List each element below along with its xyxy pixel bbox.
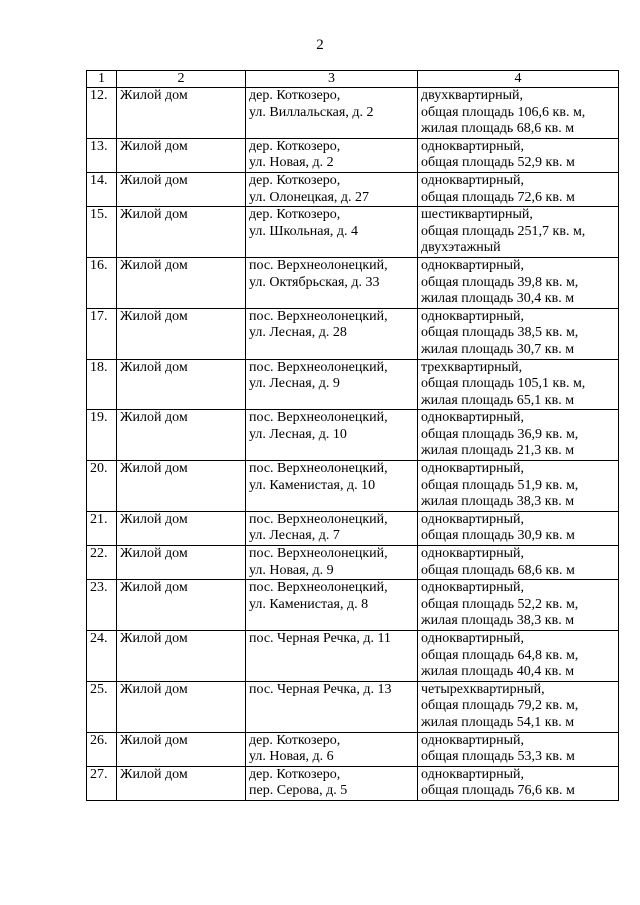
- address-line: ул. Лесная, д. 10: [249, 426, 347, 442]
- building-type: Жилой дом: [117, 546, 246, 580]
- row-number: 12.: [87, 88, 117, 139]
- address-cell: [246, 138, 418, 172]
- row-number: 26.: [87, 732, 117, 766]
- address-line: пос. Верхнеолонецкий,: [249, 410, 388, 426]
- description-line: двухквартирный,: [421, 88, 524, 103]
- row-number: 20.: [87, 461, 117, 512]
- building-type: Жилой дом: [117, 461, 246, 512]
- address-line: ул. Октябрьская, д. 33: [249, 274, 380, 290]
- description-cell: [418, 766, 619, 800]
- row-number: 18.: [87, 359, 117, 410]
- address-line: ул. Олонецкая, д. 27: [249, 189, 370, 205]
- address-line: дер. Коткозеро,: [249, 766, 341, 782]
- description-cell: [418, 257, 619, 308]
- description-line: общая площадь 30,9 кв. м: [421, 528, 575, 544]
- address-cell: [246, 631, 418, 682]
- table-row: [87, 172, 619, 206]
- description-cell: [418, 546, 619, 580]
- building-type: Жилой дом: [117, 631, 246, 682]
- address-line: пос. Верхнеолонецкий,: [249, 461, 388, 477]
- address-line: ул. Новая, д. 9: [249, 562, 334, 578]
- description-line: шестиквартирный,: [421, 207, 533, 223]
- description-line: общая площадь 76,6 кв. м: [421, 783, 575, 799]
- description-line: трехквартирный,: [421, 359, 523, 375]
- address-line: дер. Коткозеро,: [249, 138, 341, 154]
- description-cell: [418, 410, 619, 461]
- address-line: пос. Верхнеолонецкий,: [249, 511, 388, 527]
- address-line: пос. Черная Речка, д. 11: [249, 631, 391, 646]
- address-line: ул. Каменистая, д. 10: [249, 477, 376, 493]
- building-type: Жилой дом: [117, 172, 246, 206]
- description-line: одноквартирный,: [421, 511, 524, 527]
- description-line: общая площадь 39,8 кв. м,: [421, 274, 579, 290]
- address-line: дер. Коткозеро,: [249, 732, 341, 748]
- table-row: [87, 681, 619, 732]
- address-cell: [246, 257, 418, 308]
- description-line: жилая площадь 65,1 кв. м: [421, 392, 575, 408]
- description-line: одноквартирный,: [421, 546, 524, 562]
- description-cell: [418, 732, 619, 766]
- row-number: 14.: [87, 172, 117, 206]
- address-line: ул. Новая, д. 6: [249, 749, 334, 765]
- description-line: общая площадь 52,9 кв. м: [421, 155, 575, 171]
- table-header-row: [87, 71, 619, 88]
- description-line: жилая площадь 30,4 кв. м: [421, 291, 575, 307]
- description-line: одноквартирный,: [421, 308, 524, 324]
- table-body: [87, 71, 619, 801]
- description-line: одноквартирный,: [421, 631, 524, 646]
- description-line: общая площадь 251,7 кв. м,: [421, 223, 586, 239]
- header-col-3: 3: [246, 71, 418, 88]
- description-cell: [418, 138, 619, 172]
- address-line: пос. Верхнеолонецкий,: [249, 308, 388, 324]
- building-type: Жилой дом: [117, 138, 246, 172]
- description-line: общая площадь 72,6 кв. м: [421, 189, 575, 205]
- row-number: 13.: [87, 138, 117, 172]
- address-line: пос. Верхнеолонецкий,: [249, 359, 388, 375]
- address-line: дер. Коткозеро,: [249, 88, 341, 103]
- building-type: Жилой дом: [117, 308, 246, 359]
- building-type: Жилой дом: [117, 732, 246, 766]
- description-line: одноквартирный,: [421, 257, 524, 273]
- address-cell: [246, 511, 418, 545]
- row-number: 21.: [87, 511, 117, 545]
- building-type: Жилой дом: [117, 359, 246, 410]
- address-line: ул. Лесная, д. 9: [249, 376, 340, 392]
- building-type: Жилой дом: [117, 88, 246, 139]
- table-row: [87, 88, 619, 139]
- address-cell: [246, 546, 418, 580]
- address-line: пос. Верхнеолонецкий,: [249, 257, 388, 273]
- header-col-1: 1: [87, 71, 117, 88]
- building-type: Жилой дом: [117, 257, 246, 308]
- table-row: [87, 766, 619, 800]
- description-cell: [418, 580, 619, 631]
- building-type: Жилой дом: [117, 766, 246, 800]
- description-line: общая площадь 79,2 кв. м,: [421, 698, 579, 714]
- description-line: жилая площадь 21,3 кв. м: [421, 443, 575, 459]
- building-type: Жилой дом: [117, 207, 246, 258]
- row-number: 17.: [87, 308, 117, 359]
- address-cell: [246, 88, 418, 139]
- address-cell: [246, 308, 418, 359]
- address-cell: [246, 732, 418, 766]
- table-row: [87, 207, 619, 258]
- description-line: жилая площадь 38,3 кв. м: [421, 494, 575, 510]
- address-line: ул. Виллальская, д. 2: [249, 104, 374, 120]
- address-line: пос. Верхнеолонецкий,: [249, 546, 388, 562]
- address-line: ул. Каменистая, д. 8: [249, 596, 369, 612]
- table-row: [87, 410, 619, 461]
- address-line: ул. Школьная, д. 4: [249, 223, 359, 239]
- row-number: 22.: [87, 546, 117, 580]
- description-line: одноквартирный,: [421, 138, 524, 154]
- row-number: 16.: [87, 257, 117, 308]
- address-cell: [246, 172, 418, 206]
- description-line: жилая площадь 30,7 кв. м: [421, 341, 575, 357]
- header-col-2: 2: [117, 71, 246, 88]
- table-row: [87, 257, 619, 308]
- description-cell: [418, 308, 619, 359]
- table-row: [87, 511, 619, 545]
- address-line: ул. Новая, д. 2: [249, 155, 334, 171]
- building-type: Жилой дом: [117, 410, 246, 461]
- description-line: общая площадь 53,3 кв. м: [421, 749, 575, 765]
- description-line: общая площадь 51,9 кв. м,: [421, 477, 579, 493]
- table-row: [87, 631, 619, 682]
- description-line: одноквартирный,: [421, 410, 524, 426]
- description-line: общая площадь 64,8 кв. м,: [421, 647, 579, 663]
- address-line: дер. Коткозеро,: [249, 207, 341, 223]
- description-cell: [418, 461, 619, 512]
- description-cell: [418, 359, 619, 410]
- description-cell: [418, 207, 619, 258]
- address-line: пос. Черная Речка, д. 13: [249, 681, 392, 697]
- row-number: 15.: [87, 207, 117, 258]
- description-cell: [418, 511, 619, 545]
- building-type: Жилой дом: [117, 580, 246, 631]
- address-cell: [246, 461, 418, 512]
- address-cell: [246, 766, 418, 800]
- row-number: 19.: [87, 410, 117, 461]
- property-table: [86, 70, 619, 801]
- table-row: [87, 461, 619, 512]
- description-line: общая площадь 105,1 кв. м,: [421, 376, 586, 392]
- address-line: ул. Лесная, д. 7: [249, 528, 340, 544]
- address-line: пос. Верхнеолонецкий,: [249, 580, 388, 596]
- address-cell: [246, 681, 418, 732]
- description-line: одноквартирный,: [421, 766, 524, 782]
- description-line: жилая площадь 40,4 кв. м: [421, 664, 575, 680]
- description-line: двухэтажный: [421, 240, 501, 256]
- row-number: 23.: [87, 580, 117, 631]
- address-line: дер. Коткозеро,: [249, 172, 341, 188]
- description-cell: [418, 631, 619, 682]
- row-number: 24.: [87, 631, 117, 682]
- description-line: четырехквартирный,: [421, 681, 545, 697]
- address-cell: [246, 207, 418, 258]
- description-line: жилая площадь 54,1 кв. м: [421, 714, 575, 730]
- description-line: общая площадь 68,6 кв. м: [421, 562, 575, 578]
- building-type: Жилой дом: [117, 681, 246, 732]
- address-cell: [246, 580, 418, 631]
- description-cell: [418, 88, 619, 139]
- table-row: [87, 308, 619, 359]
- description-line: жилая площадь 68,6 кв. м: [421, 121, 575, 137]
- table-row: [87, 359, 619, 410]
- address-cell: [246, 359, 418, 410]
- description-cell: [418, 172, 619, 206]
- description-line: одноквартирный,: [421, 580, 524, 596]
- description-line: общая площадь 52,2 кв. м,: [421, 596, 579, 612]
- description-line: общая площадь 106,6 кв. м,: [421, 104, 586, 120]
- address-line: пер. Серова, д. 5: [249, 783, 348, 799]
- table-row: [87, 138, 619, 172]
- description-line: одноквартирный,: [421, 172, 524, 188]
- table-row: [87, 580, 619, 631]
- building-type: Жилой дом: [117, 511, 246, 545]
- row-number: 25.: [87, 681, 117, 732]
- page-number: 2: [316, 37, 324, 53]
- description-line: общая площадь 38,5 кв. м,: [421, 325, 579, 341]
- address-line: ул. Лесная, д. 28: [249, 325, 347, 341]
- header-col-4: 4: [418, 71, 619, 88]
- description-line: общая площадь 36,9 кв. м,: [421, 426, 579, 442]
- address-cell: [246, 410, 418, 461]
- row-number: 27.: [87, 766, 117, 800]
- table-row: [87, 546, 619, 580]
- description-line: одноквартирный,: [421, 461, 524, 477]
- description-line: жилая площадь 38,3 кв. м: [421, 613, 575, 629]
- description-cell: [418, 681, 619, 732]
- table-row: [87, 732, 619, 766]
- description-line: одноквартирный,: [421, 732, 524, 748]
